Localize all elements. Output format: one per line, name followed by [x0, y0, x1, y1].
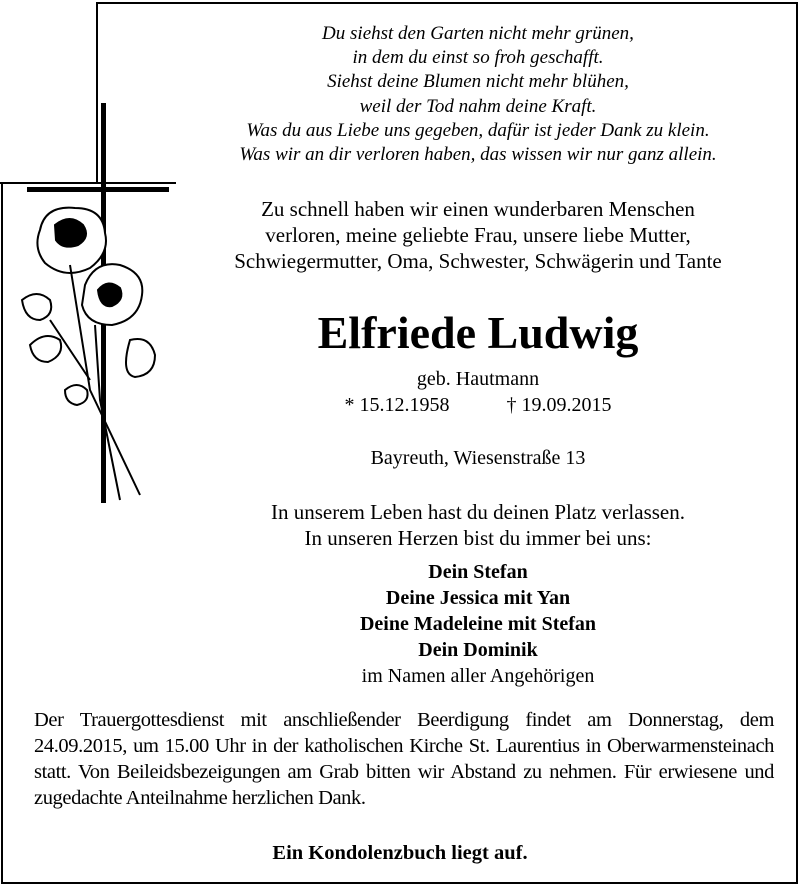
birth-date: * 15.12.1958 — [344, 394, 450, 416]
intro-line: Schwiegermutter, Oma, Schwester, Schwägerin und Tante — [234, 249, 722, 273]
verse-line: In unseren Herzen bist du immer bei uns: — [304, 526, 652, 550]
birth-name: geb. Hautmann — [416, 368, 540, 390]
intro-line: Zu schnell haben wir einen wunderbaren Menschen — [261, 197, 695, 221]
verse — [196, 499, 760, 551]
poem — [196, 22, 760, 167]
poem-line: Du siehst den Garten nicht mehr grünen, — [322, 23, 634, 44]
family-member: Dein Dominik — [418, 639, 538, 661]
poem-line: Was du aus Liebe uns gegeben, dafür ist jeder Dank zu klein. — [246, 119, 710, 141]
condolence-note: Ein Kondolenzbuch liegt auf. — [272, 842, 528, 864]
border-right — [796, 2, 798, 884]
verse-line: In unserem Leben hast du deinen Platz verlassen. — [270, 500, 686, 524]
intro-line: verloren, meine geliebte Frau, unsere liebe Mutter, — [265, 223, 691, 247]
border-bottom — [1, 882, 798, 884]
family-member: Deine Jessica mit Yan — [385, 587, 571, 609]
poem-line: Was wir an dir verloren haben, das wissen wir nur ganz allein. — [239, 144, 717, 166]
address: Bayreuth, Wiesenstraße 13 — [370, 447, 586, 469]
family-member: Deine Madeleine mit Stefan — [359, 613, 597, 635]
poem-line: weil der Tod nahm deine Kraft. — [359, 95, 597, 117]
death-date: † 19.09.2015 — [506, 394, 612, 416]
family-member: Dein Stefan — [428, 561, 528, 583]
intro-text — [196, 196, 760, 274]
life-dates — [196, 392, 760, 418]
poem-line: in dem du einst so froh geschafft. — [352, 47, 604, 69]
poem-line: Siehst deine Blumen nicht mehr blühen, — [327, 71, 629, 93]
service-announcement: Der Trauergottesdienst mit anschließender Beerdigung findet am Donnerstag, dem 24.09.2015, um 15.00 Uhr in der katholischen Kirche St. Laurentius in Oberwarmensteinach statt. Von Beileidsbezeigungen am Grab bitten wir Abstand zu nehmen. Für erwiesene und zugedachte Anteilnahme herzlichen Dank. — [34, 709, 774, 809]
border-top — [96, 2, 798, 4]
family-footer: im Namen aller Angehörigen — [361, 665, 595, 687]
cross-with-roses-illustration — [0, 0, 200, 510]
family-list — [196, 559, 760, 689]
deceased-name: Elfriede Ludwig — [317, 307, 639, 358]
